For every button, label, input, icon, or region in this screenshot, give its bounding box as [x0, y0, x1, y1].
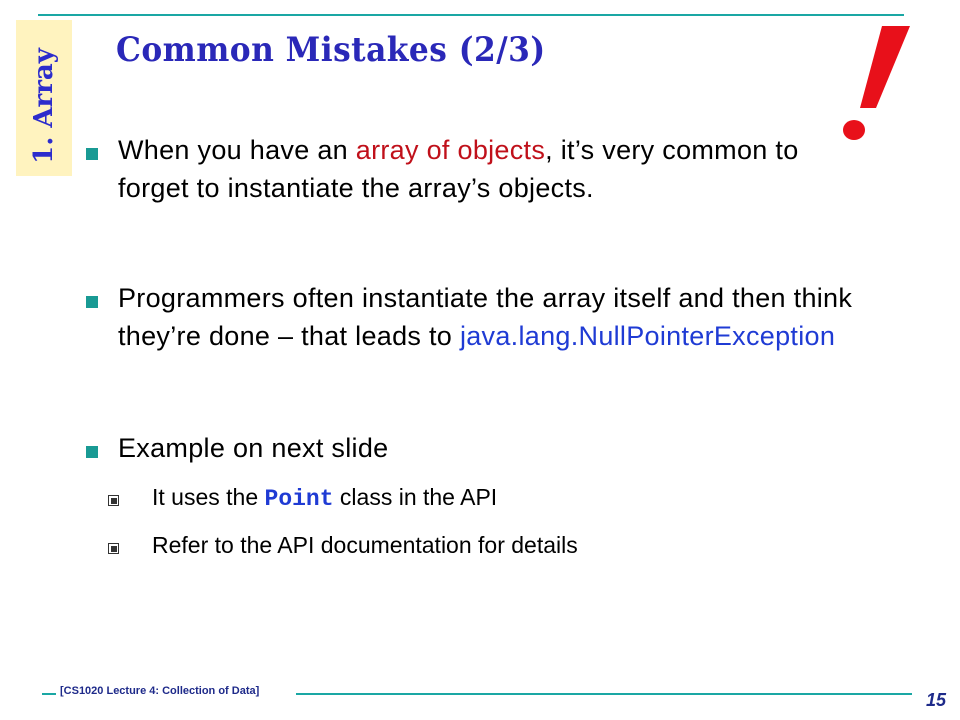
- section-tag: [16, 20, 72, 176]
- bullet-item-3: Example on next slide: [118, 433, 389, 463]
- bullet-marker: [86, 148, 98, 160]
- footer-rule-left: [42, 693, 56, 695]
- highlight-array-of-objects: array of objects: [355, 135, 546, 165]
- sub-item-1-text-end: class in the API: [333, 484, 498, 510]
- sub-item-2: Refer to the API documentation for details: [152, 532, 578, 558]
- exclamation-icon: [832, 22, 922, 142]
- code-point: Point: [264, 486, 334, 512]
- sub-bullet-marker: [108, 543, 119, 554]
- bullet-item-2: [118, 279, 858, 355]
- bullet-marker: [86, 446, 98, 458]
- bullet-item-1-text-end: , it’s very common to forget to instantiate the array’s objects.: [118, 135, 799, 203]
- footer-rule-right: [296, 693, 912, 695]
- footer-label: [CS1020 Lecture 4: Collection of Data]: [60, 685, 260, 697]
- top-rule: [38, 14, 904, 16]
- bullet-item-1-text: When you have an: [118, 135, 356, 165]
- bullet-item-1: [118, 131, 858, 207]
- sub-bullet-marker: [108, 495, 119, 506]
- bullet-item-2-text: Programmers often instantiate the array itself and then think they’re done – that leads to: [118, 283, 853, 351]
- highlight-null-pointer-exception: java.lang.NullPointerException: [459, 321, 836, 351]
- sub-item-1: [152, 481, 852, 515]
- section-tag-label: 1. Array: [29, 48, 59, 164]
- bullet-marker: [86, 296, 98, 308]
- page-number: 15: [925, 690, 946, 710]
- sub-item-1-text: It uses the: [152, 484, 265, 510]
- slide-title: Common Mistakes (2/3): [116, 30, 546, 70]
